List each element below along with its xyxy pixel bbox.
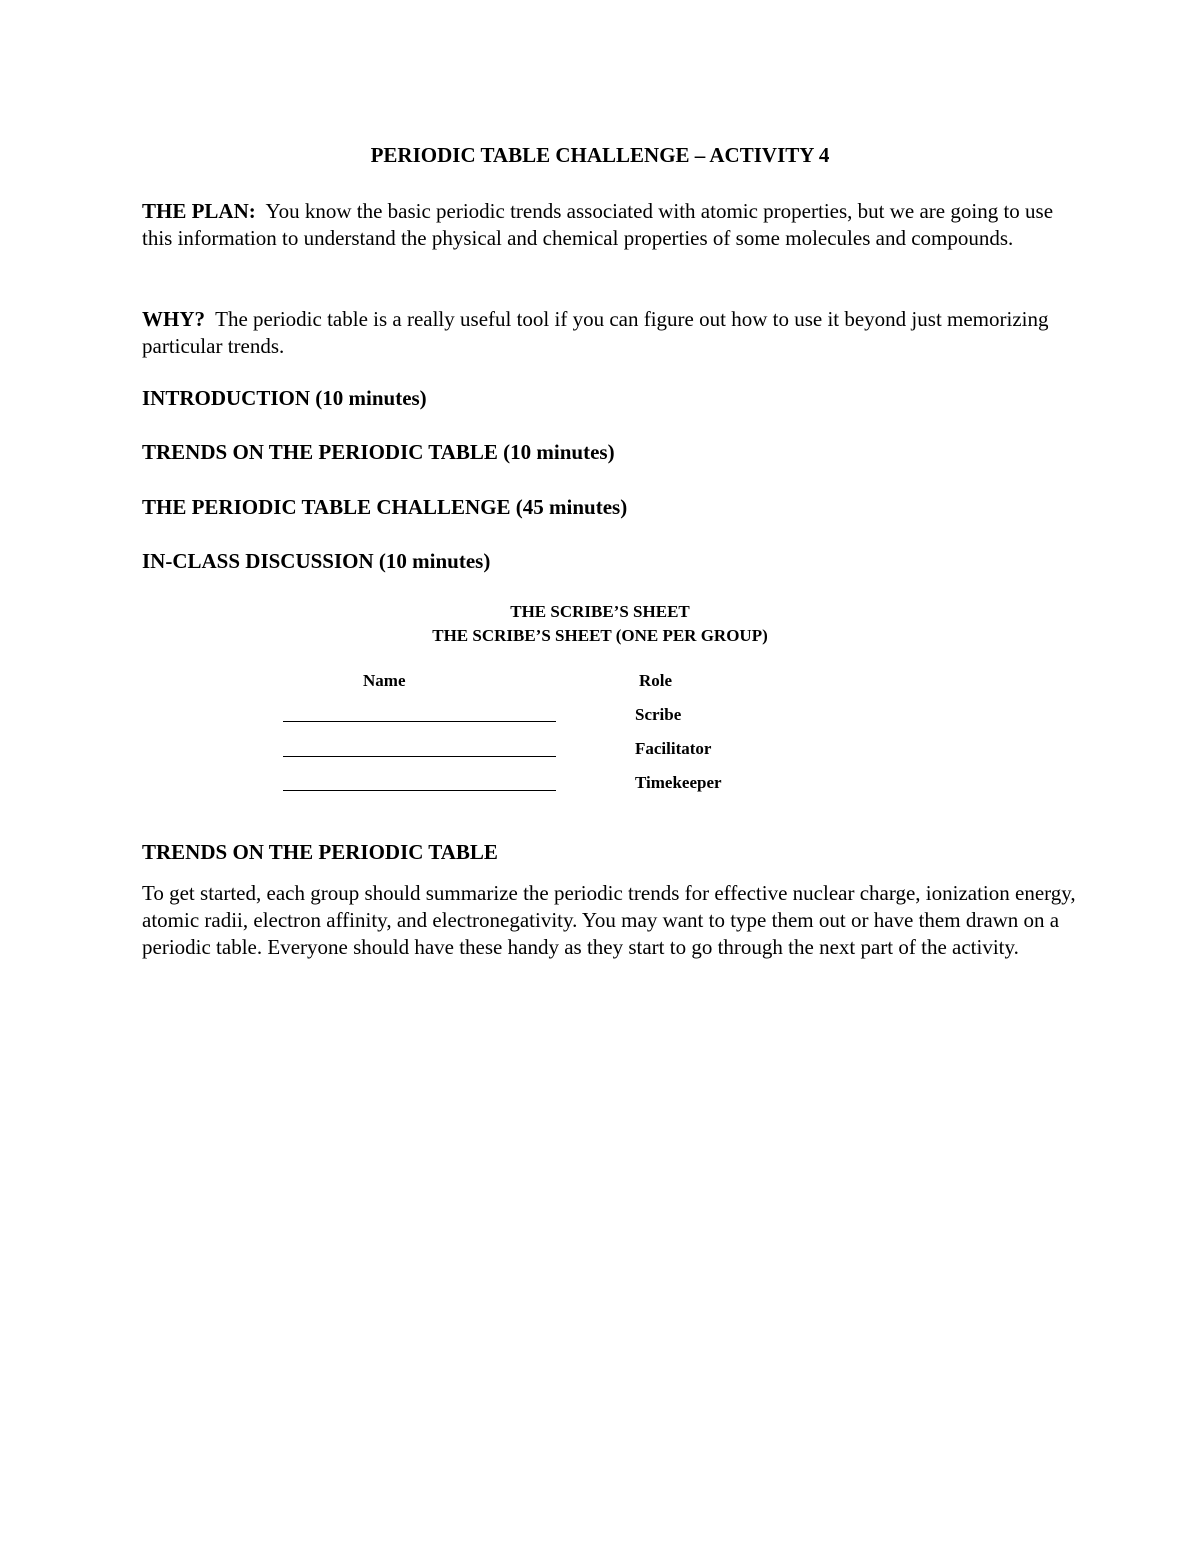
section-trends: TRENDS ON THE PERIODIC TABLE (10 minutes) [142, 440, 615, 464]
trends-paragraph: To get started, each group should summarize the periodic trends for effective nuclear charge, ionization energy, atomic radii, electron affinity, and electronegativity. You may want to type them out or have them drawn on a periodic table. Everyone should have these handy as they start to go through the next part of the activity. [142, 881, 1076, 959]
section-discussion: IN-CLASS DISCUSSION (10 minutes) [142, 549, 491, 573]
role-column-header: Role [639, 671, 673, 690]
section-introduction: INTRODUCTION (10 minutes) [142, 386, 427, 410]
trends-heading: TRENDS ON THE PERIODIC TABLE [142, 840, 498, 864]
role-scribe: Scribe [635, 705, 682, 724]
why-label: WHY? [142, 307, 205, 331]
scribe-sheet-title: THE SCRIBE’S SHEET [510, 602, 690, 621]
plan-text: You know the basic periodic trends associated with atomic properties, but we are going to use this information to understand the physical and chemical properties of some molecules and compounds. [142, 199, 1054, 250]
document-title: PERIODIC TABLE CHALLENGE – ACTIVITY 4 [370, 143, 830, 167]
plan-label: THE PLAN: [142, 199, 256, 223]
name-column-header: Name [363, 671, 406, 690]
scribe-sheet-subtitle: THE SCRIBE’S SHEET (ONE PER GROUP) [432, 626, 768, 645]
scribe-name-line[interactable] [283, 721, 556, 722]
why-paragraph [142, 306, 1082, 360]
role-facilitator: Facilitator [635, 739, 712, 758]
section-challenge: THE PERIODIC TABLE CHALLENGE (45 minutes) [142, 495, 628, 519]
why-text: The periodic table is a really useful tool if you can figure out how to use it beyond just memorizing particular trends. [142, 307, 1049, 358]
timekeeper-name-line[interactable] [283, 790, 556, 791]
facilitator-name-line[interactable] [283, 756, 556, 757]
role-timekeeper: Timekeeper [635, 773, 722, 792]
plan-paragraph [142, 198, 1082, 252]
